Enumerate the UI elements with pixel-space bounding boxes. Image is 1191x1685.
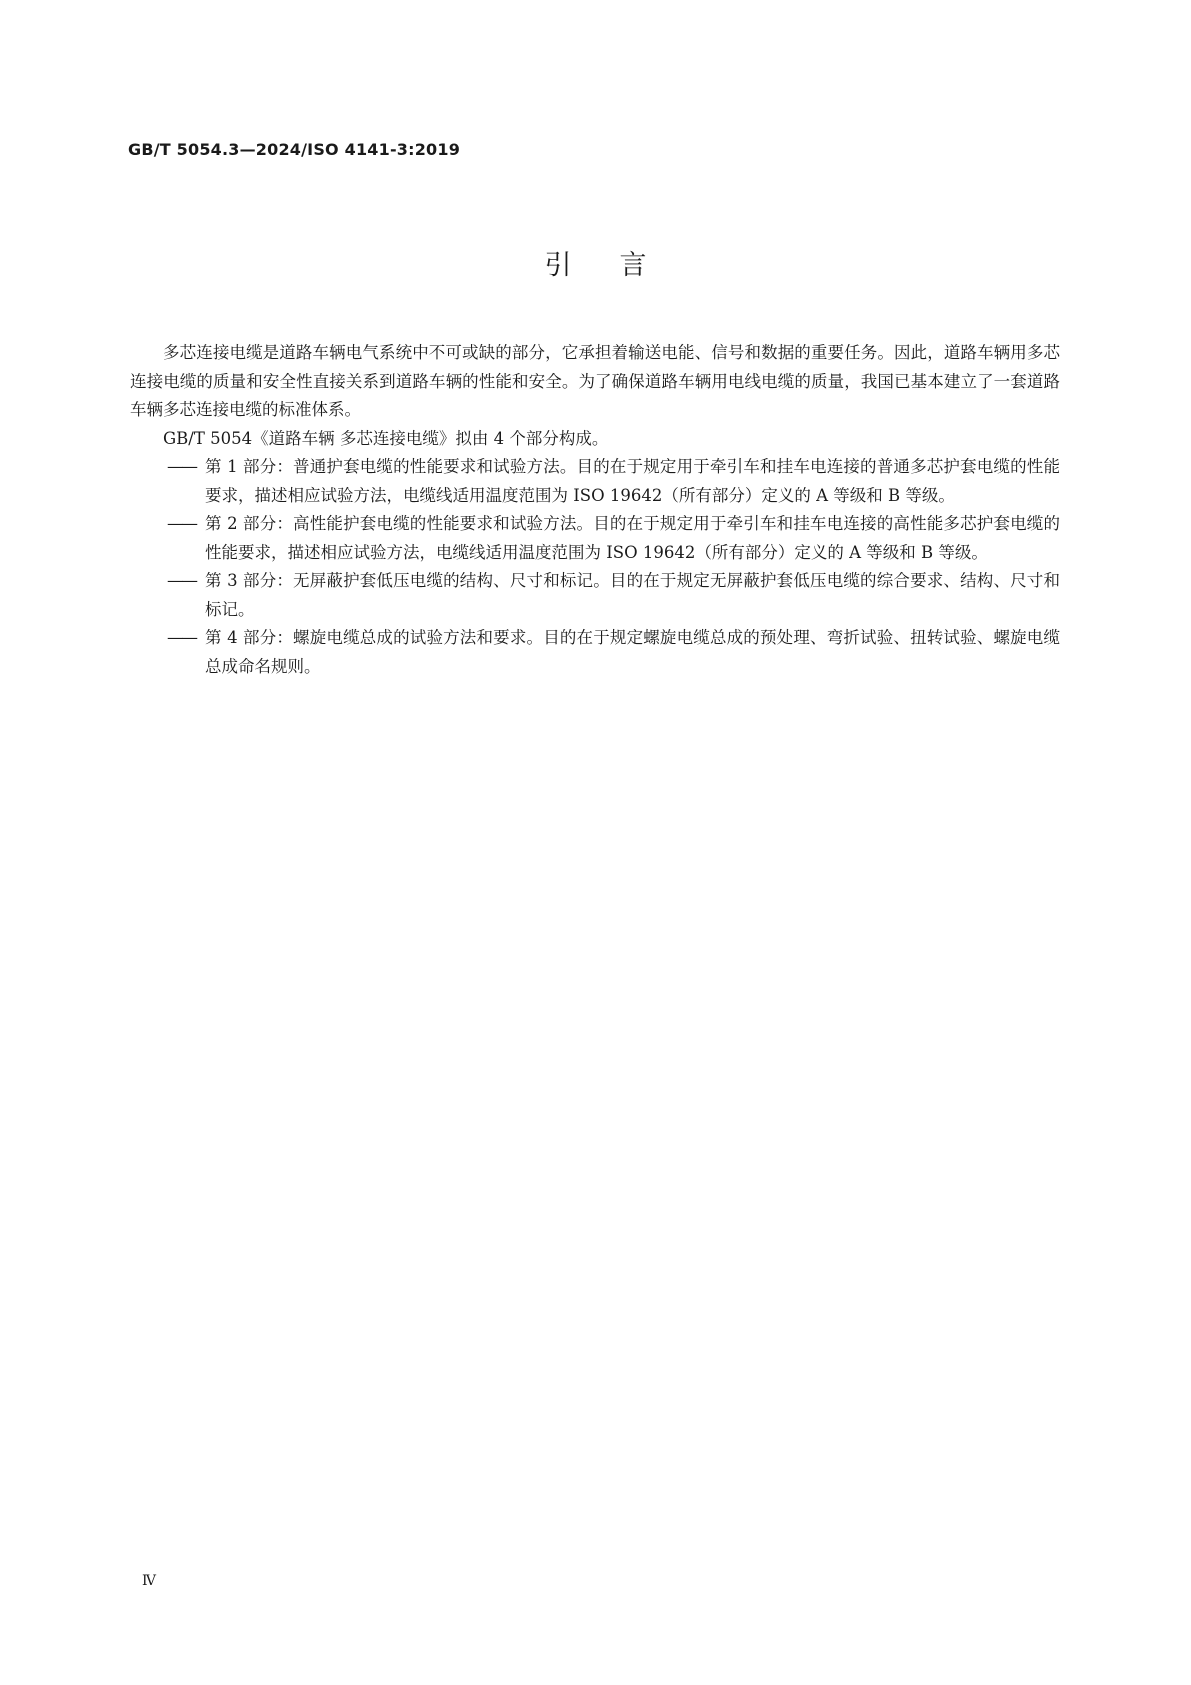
- part-description: 第 1 部分：普通护套电缆的性能要求和试验方法。目的在于规定用于牵引车和挂车电连接的普通多芯护套电缆的性能要求，描述相应试验方法，电缆线适用温度范围为 ISO 19642（所有部分）定义的 A 等级和 B 等级。: [205, 457, 1060, 505]
- introduction-body: [130, 339, 1060, 681]
- section-title: 引言: [544, 250, 695, 281]
- standard-number-header: GB/T 5054.3—2024/ISO 4141-3:2019: [128, 140, 461, 159]
- part-list-item-2: [130, 510, 1060, 567]
- page-number: Ⅳ: [142, 1573, 156, 1589]
- list-dash: ——: [167, 571, 196, 590]
- intro-paragraph-2: GB/T 5054《道路车辆 多芯连接电缆》拟由 4 个部分构成。: [163, 428, 609, 448]
- list-dash: ——: [167, 514, 196, 533]
- intro-paragraph-1: 多芯连接电缆是道路车辆电气系统中不可或缺的部分，它承担着输送电能、信号和数据的重要任务。因此，道路车辆用多芯连接电缆的质量和安全性直接关系到道路车辆的性能和安全。为了确保道路车辆用电线电缆的质量，我国已基本建立了一套道路车辆多芯连接电缆的标准体系。: [130, 343, 1060, 419]
- list-dash: ——: [167, 457, 196, 476]
- part-list-item-4: [130, 624, 1060, 681]
- part-list-item-3: [130, 567, 1060, 624]
- part-list-item-1: [130, 453, 1060, 510]
- part-description: 第 2 部分：高性能护套电缆的性能要求和试验方法。目的在于规定用于牵引车和挂车电连接的高性能多芯护套电缆的性能要求，描述相应试验方法，电缆线适用温度范围为 ISO 19642（所有部分）定义的 A 等级和 B 等级。: [205, 514, 1060, 562]
- part-description: 第 3 部分：无屏蔽护套低压电缆的结构、尺寸和标记。目的在于规定无屏蔽护套低压电缆的综合要求、结构、尺寸和标记。: [205, 571, 1060, 619]
- list-dash: ——: [167, 628, 196, 647]
- part-description: 第 4 部分：螺旋电缆总成的试验方法和要求。目的在于规定螺旋电缆总成的预处理、弯折试验、扭转试验、螺旋电缆总成命名规则。: [205, 628, 1060, 676]
